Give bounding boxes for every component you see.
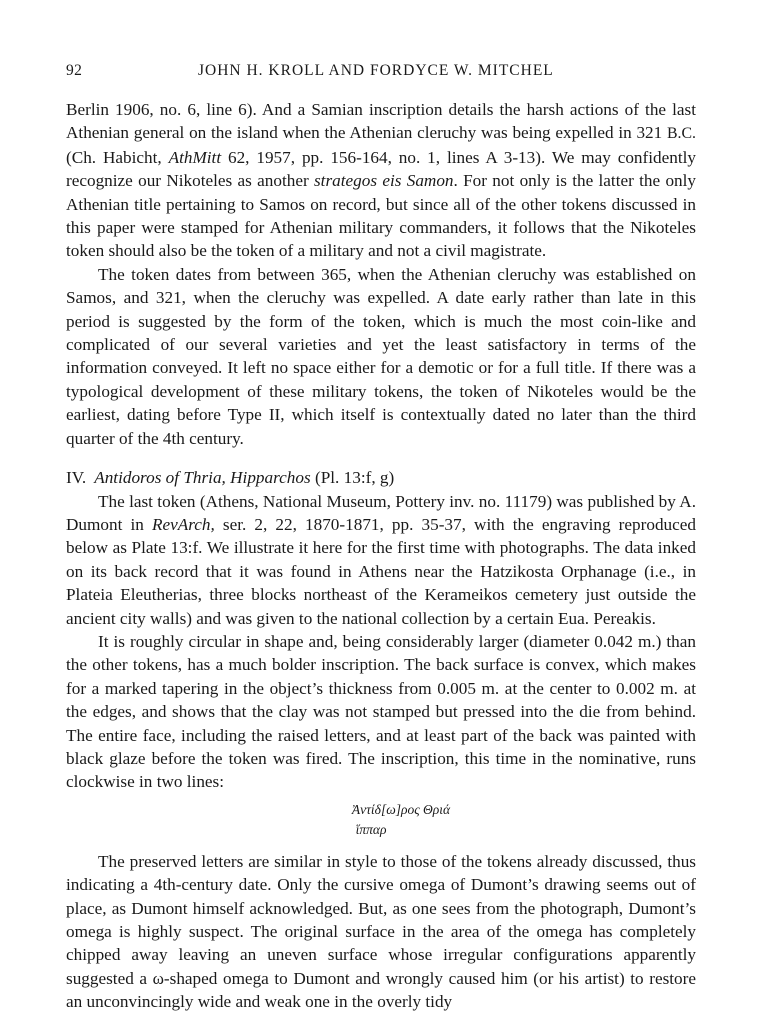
paragraph-2: The token dates from between 365, when the Athenian cleruchy was established on Samos, and 321, when the cleruchy was expelled. A date early rather than late in this period is suggested by the form of the token, which is much the most coin-like and complicated of our several varieties and yet the least satisfactory in terms of the information conveyed. It left no space either for a demotic or for a full title. If there was a typological development of these military tokens, the token of Nikoteles would be the earliest, dating before Type II, which itself is contextually dated no later than the third quarter of the 4th century. — [66, 264, 696, 448]
page — [66, 62, 696, 1014]
inscription-line-1: Ἀντίδ[ω]ρος Θριά — [351, 801, 451, 817]
journal-title: AthMitt — [168, 147, 222, 167]
era-abbrev: B.C. — [667, 125, 696, 143]
paragraph-5: The preserved letters are similar in style to those of the tokens already discussed, thus indicating a 4th-century date. Only the cursive omega of Dumont’s drawing seems out of place, as Dumont himself acknowledged. But, as one sees from the photograph, Dumont’s omega is highly suspect. The original surface in the area of the omega has completely chipped away leaving an uneven surface whose irregular configurations apparently suggested a ω-shaped omega to Dumont and wrongly caused him (or his artist) to restore an unconvincingly wide and weak one in the overly tidy — [66, 851, 696, 1012]
body-text — [66, 98, 696, 1014]
paragraph-4: It is roughly circular in shape and, being considerably larger (diameter 0.042 m.) than the other tokens, has a much bolder inscription. The back surface is convex, which makes for a marked tapering in the object’s thickness from 0.005 m. at the center to 0.002 m. at the edges, and shows that the clay was not stamped but pressed into the die from behind. The entire face, including the raised letters, and at least part of the back was painted with black glaze before the token was fired. The inscription, this time in the nominative, runs clockwise in two lines: — [66, 631, 696, 792]
plate-reference: (Pl. 13:f, g) — [314, 468, 395, 488]
running-head-authors: JOHN H. KROLL AND FORDYCE W. MITCHEL — [198, 62, 554, 79]
section-heading — [66, 466, 696, 489]
inscription-block — [66, 800, 696, 840]
inscription-line-2: ἵππαρ — [355, 821, 387, 837]
journal-title: RevArch, — [151, 514, 215, 534]
paragraph-3: The last token (Athens, National Museum, Pottery inv. no. 11179) was published by A. Dumont in RevArch, ser. 2, 22, 1870-1871, pp. 35-37, with the engraving reproduced below as Plate 13:f. We illustrate it here for the first time with photographs. The data inked on its back record that it was found in Athens near the Hatzikosta Orphanage (i.e., in Plateia Eleutherias, three blocks northeast of the Kerameikos cemetery just outside the ancient city walls) and was given to the national collection by a certain Eua. Pereakis. — [66, 491, 696, 628]
section-number: IV. — [66, 468, 87, 488]
official-title: strategos eis Samon — [313, 171, 454, 191]
paragraph-1: Berlin 1906, no. 6, line 6). And a Samian inscription details the harsh actions of the last Athenian general on the island when the Athenian cleruchy was being expelled in 321 B.C. (Ch. Habicht, AthMitt 62, 1957, pp. 156-164, no. 1, lines A 3-13). We may confidently recognize our Nikoteles as another strategos eis Samon. For not only is the latter the only Athenian title pertaining to Samos on record, but since all of the other tokens discussed in this paper were stamped for Athenian military commanders, it follows that the Nikoteles token should also be the token of a military and not a civil magistrate. — [66, 100, 697, 261]
running-head — [66, 62, 696, 86]
page-number: 92 — [66, 62, 83, 79]
section-title: Antidoros of Thria, Hipparchos — [94, 468, 311, 488]
